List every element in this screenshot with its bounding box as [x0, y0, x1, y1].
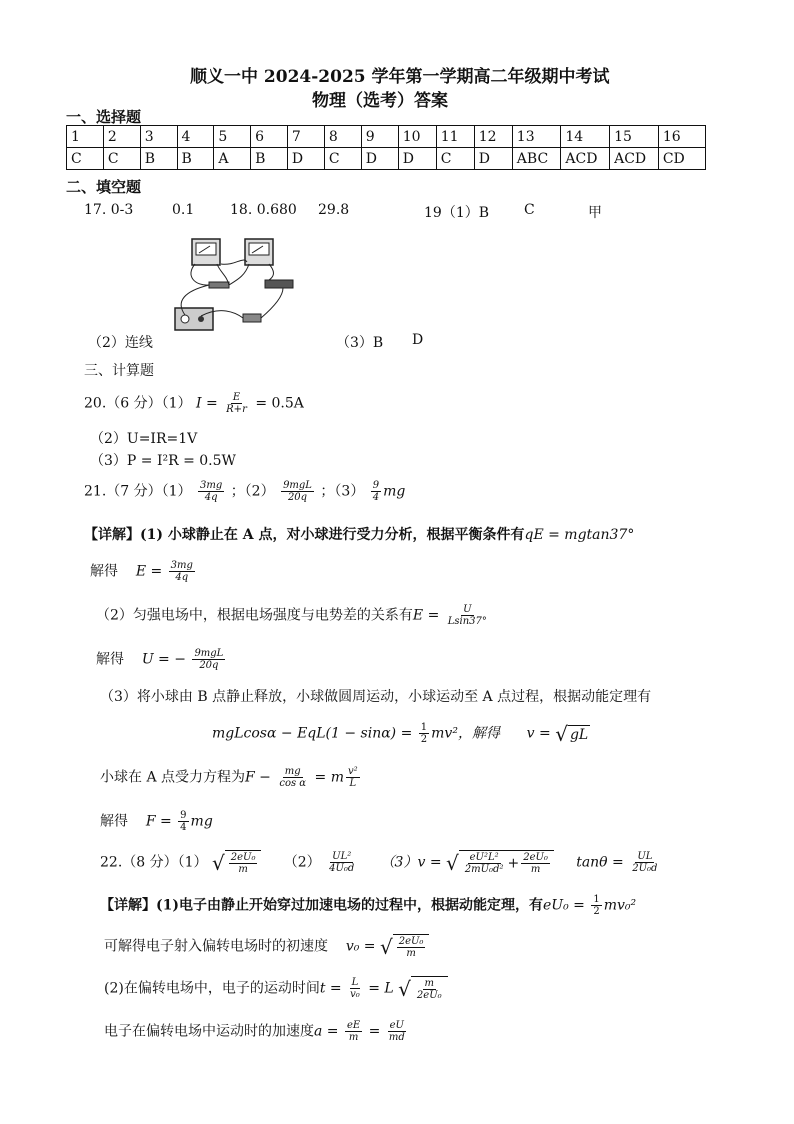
- answer-value-cell: D: [398, 148, 436, 170]
- answer-number-cell: 1: [67, 126, 104, 148]
- q19-answer-3: 甲: [588, 205, 602, 221]
- q18-answer-2: 29.8: [318, 202, 350, 218]
- q19-part3-b: D: [412, 332, 424, 348]
- q21-solve-2: 解得 U = − $\frac{\text{9mgL}}{20q}$: [96, 648, 224, 671]
- answer-number-cell: 4: [177, 126, 214, 148]
- answer-number-cell: 14: [561, 126, 610, 148]
- q22-detail-2: (2)在偏转电场中，电子的运动时间t = $\frac{L}{\text{v₀}}$ = L √ $\frac{m}{\text{2eU₀}}$: [104, 976, 448, 1001]
- q18-answer: 18. 0.680: [230, 202, 297, 218]
- q20-eq-rhs: = 0.5A: [255, 395, 304, 412]
- q17-answer: 17. 0-3: [84, 202, 134, 218]
- q22-v0: 可解得电子射入偏转电场时的初速度 v₀ = √ $\frac{\text{2eU₀}}{m}$: [104, 934, 429, 959]
- q20-fraction: $\frac{E}{R+r}$: [226, 392, 247, 415]
- answer-number-cell: 16: [658, 126, 705, 148]
- q21-solve-1: 解得 E = $\frac{3mg}{4q}$: [90, 560, 193, 583]
- answer-value-cell: B: [251, 148, 288, 170]
- q20-eq-lhs: I =: [195, 395, 218, 412]
- answer-number-cell: 5: [214, 126, 251, 148]
- answer-table: [66, 125, 706, 170]
- q22-acceleration: 电子在偏转电场中运动时的加速度a = $\frac{eE}{m}$ = $\frac{eU}{md}$: [104, 1020, 405, 1043]
- answer-value-cell: D: [474, 148, 512, 170]
- exam-subtitle: 物理（选考）答案: [312, 91, 448, 111]
- answer-value-cell: ACD: [561, 148, 610, 170]
- answer-value-cell: D: [361, 148, 398, 170]
- answer-value-cell: ACD: [610, 148, 659, 170]
- answer-value-cell: C: [324, 148, 361, 170]
- q21-force-equation: 小球在 A 点受力方程为F − $\frac{mg}{\text{cos α}}$ = m $\frac{\text{v²}}{L}$: [100, 766, 358, 789]
- answer-number-cell: 11: [436, 126, 474, 148]
- section1-heading: 一、选择题: [66, 108, 142, 126]
- answer-number-cell: 6: [251, 126, 288, 148]
- circuit-diagram-icon: [165, 236, 295, 336]
- answer-value-cell: B: [177, 148, 214, 170]
- answer-value-cell: B: [140, 148, 177, 170]
- q19-part2: （2）连线: [88, 335, 153, 351]
- answer-number-cell: 13: [512, 126, 561, 148]
- answer-value-cell: C: [67, 148, 104, 170]
- answer-value-cell: ABC: [512, 148, 561, 170]
- q21-detail-3: （3）将小球由 B 点静止释放，小球做圆周运动，小球运动至 A 点过程，根据动能定理有: [100, 689, 652, 705]
- q21-answers: 21.（7 分）（1） $\frac{3mg}{4q}$ ；（2） $\frac{\text{9mgL}}{20q}$ ；（3） $\frac{9}{4}$ mg: [84, 480, 406, 503]
- q17-answer-2: 0.1: [172, 202, 195, 218]
- q21-solve-3: 解得 F = $\frac{9}{4}$ mg: [100, 810, 213, 833]
- q20-answer-3: （3）P = I²R = 0.5W: [90, 453, 236, 469]
- answer-number-cell: 10: [398, 126, 436, 148]
- q21-detail-2: （2）匀强电场中，根据电场强度与电势差的关系有E = $\frac{U}{Lsin37^\circ}$: [96, 604, 487, 627]
- answer-number-cell: 8: [324, 126, 361, 148]
- section3-heading: 三、计算题: [84, 363, 154, 379]
- exam-title: 顺义一中 2024-2025 学年第一学期高二年级期中考试: [190, 67, 610, 87]
- q19-part3: （3）B: [336, 335, 384, 351]
- answer-value-cell: CD: [658, 148, 705, 170]
- q20-answer-2: （2）U=IR=1V: [90, 431, 198, 447]
- answer-number-cell: 15: [610, 126, 659, 148]
- q19-answer: 19（1）B: [424, 205, 490, 221]
- answer-value-cell: D: [287, 148, 324, 170]
- answer-number-cell: 7: [287, 126, 324, 148]
- answer-value-cell: C: [103, 148, 140, 170]
- answer-number-cell: 9: [361, 126, 398, 148]
- answer-number-row: [67, 126, 706, 148]
- q21-energy-equation: mgLcosα − EqL(1 − sinα) = $\frac{1}{2}$ mv²，解得 v = √ gL: [212, 721, 589, 746]
- q20-answer-1: [84, 392, 304, 415]
- answer-value-cell: C: [436, 148, 474, 170]
- section2-heading: 二、填空题: [66, 178, 142, 196]
- q20-label: 20.（6 分）（1）: [84, 395, 192, 412]
- answer-number-cell: 2: [103, 126, 140, 148]
- q19-answer-2: C: [524, 202, 535, 218]
- answer-number-cell: 12: [474, 126, 512, 148]
- q21-detail-1: 【详解】(1) 小球静止在 A 点，对小球进行受力分析，根据平衡条件有qE = mgtan37°: [84, 527, 635, 543]
- q22-answers: 22.（8 分）（1） √ $\frac{\text{2eU₀}}{m}$ （2） $\frac{\text{UL²}}{\text{4U₀d}}$ （3）v = √ $\frac{\text{eU²L²}}{\text{2mU₀d²}}$ + $\frac{\text{2eU₀}}{m}$ tanθ = $\frac{UL}{\text{2U₀d}}$: [100, 850, 658, 875]
- answer-value-cell: A: [214, 148, 251, 170]
- answer-number-cell: 3: [140, 126, 177, 148]
- q22-detail-1: 【详解】(1)电子由静止开始穿过加速电场的过程中，根据动能定理，有eU₀ = $\frac{1}{2}$ mv₀²: [100, 894, 637, 917]
- answer-value-row: [67, 148, 706, 170]
